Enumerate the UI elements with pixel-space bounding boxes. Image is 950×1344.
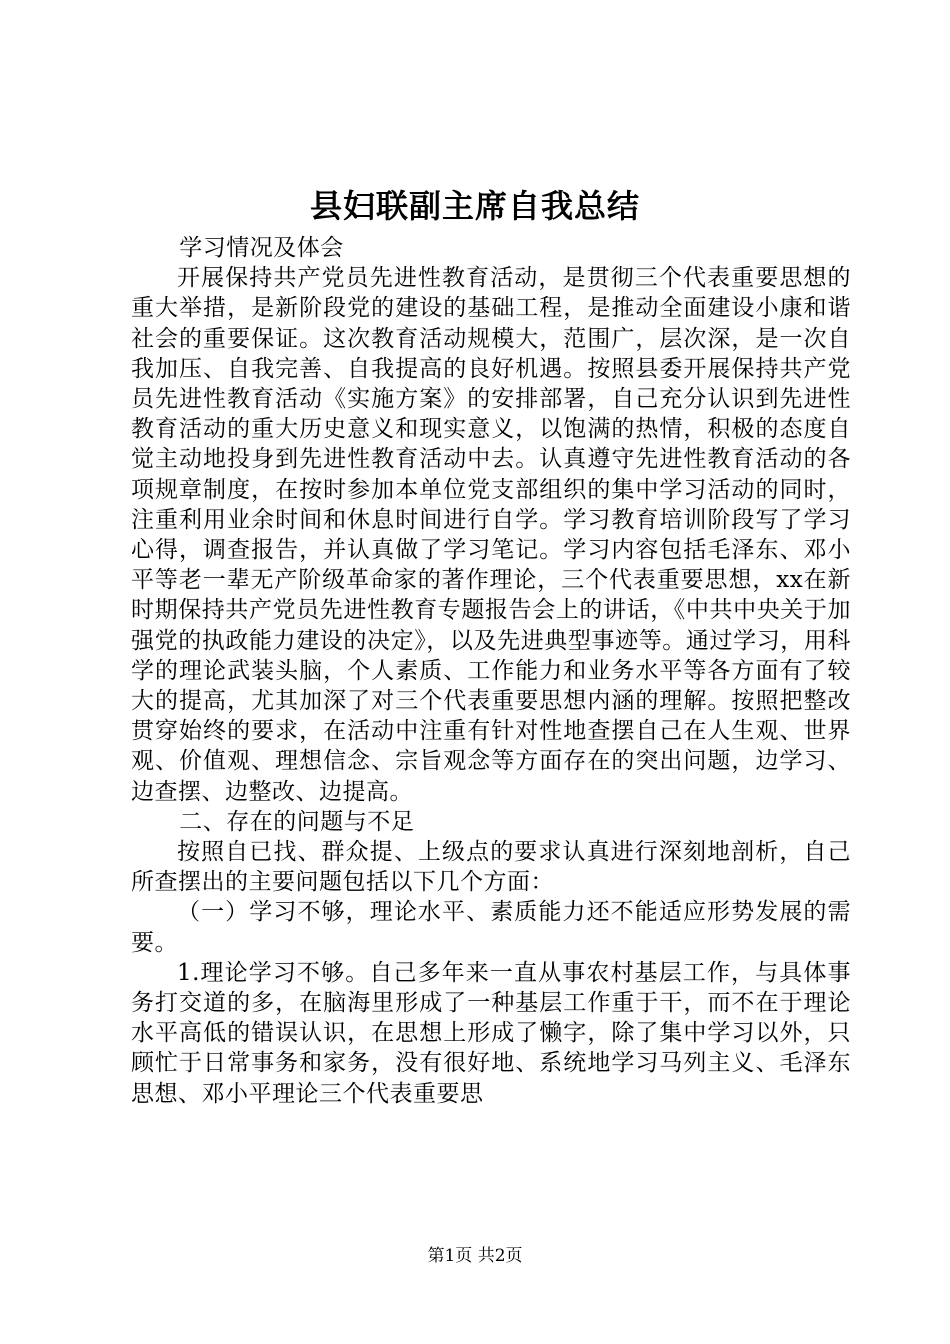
section-heading-study: 学习情况及体会 <box>179 235 344 261</box>
document-title: 县妇联副主席自我总结 <box>309 187 640 225</box>
document-body <box>131 233 851 1109</box>
paragraph-study-details: 开展保持共产党员先进性教育活动，是贯彻三个代表重要思想的重大举措，是新阶段党的建设的基础工程，是推动全面建设小康和谐社会的重要保证。这次教育活动规模大，范围广，层次深，是一次自我加压、自我完善、自我提高的良好机遇。按照县委开展保持共产党员先进性教育活动《实施方案》的安排部署，自己充分认识到先进性教育活动的重大历史意义和现实意义，以饱满的热情，积极的态度自觉主动地投身到先进性教育活动中去。认真遵守先进性教育活动的各项规章制度，在按时参加本单位党支部组织的集中学习活动的同时，注重利用业余时间和休息时间进行自学。学习教育培训阶段写了学习心得，调查报告，并认真做了学习笔记。学习内容包括毛泽东、邓小平等老一辈无产阶级革命家的著作理论，三个代表重要思想，xx在新时期保持共产党员先进性教育专题报告会上的讲话，《中共中央关于加强党的执政能力建设的决定》，以及先进典型事迹等。通过学习，用科学的理论武装头脑，个人素质、工作能力和业务水平等各方面有了较大的提高，尤其加深了对三个代表重要思想内涵的理解。按照把整改贯穿始终的要求，在活动中注重有针对性地查摆自己在人生观、世界观、价值观、理想信念、宗旨观念等方面存在的突出问题，边学习、边查摆、边整改、边提高。 <box>131 265 851 805</box>
section-heading-problems: 二、存在的问题与不足 <box>179 808 415 835</box>
subsection-heading-study-insufficient: （一）学习不够，理论水平、素质能力还不能适应形势发展的需要。 <box>131 899 851 956</box>
paragraph-theory-study: 1.理论学习不够。自己多年来一直从事农村基层工作，与具体事务打交道的多，在脑海里形成了一种基层工作重于干，而不在于理论水平高低的错误认识，在思想上形成了懒字，除了集中学习以外，只顾忙于日常事务和家务，没有很好地、系统地学习马列主义、毛泽东思想、邓小平理论三个代表重要思 <box>131 959 851 1107</box>
page-footer: 第1页 共2页 <box>427 1246 523 1266</box>
paragraph-problems-intro: 按照自已找、群众提、上级点的要求认真进行深刻地剖析，自己所查摆出的主要问题包括以下几个方面： <box>131 839 851 896</box>
